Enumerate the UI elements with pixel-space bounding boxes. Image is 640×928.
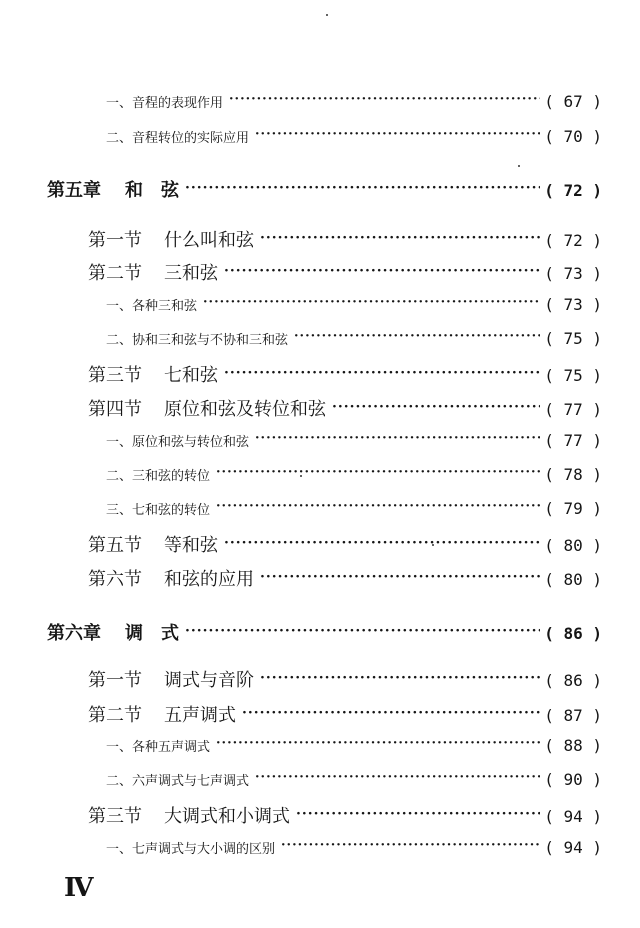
- toc-entry-label: 六声调式与七声调式: [132, 774, 250, 789]
- toc-entry[interactable]: [106, 499, 602, 518]
- toc-entry-label: 协和三和弦与不协和三和弦: [132, 333, 289, 348]
- toc-entry-title: [47, 176, 179, 202]
- page-number-roman: Ⅳ: [64, 873, 93, 903]
- toc-entry[interactable]: [106, 465, 602, 484]
- toc-entry-title: [88, 226, 254, 252]
- toc-page-number: ( 80 ): [544, 570, 602, 589]
- toc-entry-title: [88, 802, 290, 828]
- toc-entry-number: 第六章: [47, 623, 101, 644]
- toc-section-entry[interactable]: [88, 395, 602, 421]
- toc-entry-title: [47, 619, 179, 645]
- toc-section-entry[interactable]: [88, 531, 602, 557]
- dot-leader: [296, 804, 540, 822]
- toc-chapter-entry[interactable]: [47, 176, 602, 202]
- toc-page-number: ( 94 ): [544, 838, 602, 857]
- toc-entry-number: 二、: [106, 131, 133, 146]
- toc-entry-label: 七和弦的转位: [132, 503, 211, 518]
- toc-entry-number: 第五章: [47, 180, 101, 201]
- toc-entry-title: [88, 361, 218, 387]
- toc-entry-number: 第一节: [88, 670, 142, 691]
- dot-leader: [216, 467, 540, 480]
- toc-page-number: ( 77 ): [544, 431, 602, 450]
- toc-entry-number: 一、: [106, 96, 133, 111]
- toc-section-entry[interactable]: [88, 226, 602, 252]
- dot-leader: [332, 397, 540, 415]
- toc-entry-title: [88, 565, 254, 591]
- toc-entry-title: [88, 531, 218, 557]
- dot-leader: [185, 178, 540, 196]
- print-speck: [326, 14, 328, 16]
- toc-entry-title: [106, 736, 210, 755]
- toc-section-entry[interactable]: [88, 565, 602, 591]
- toc-entry-label: 什么叫和弦: [164, 230, 254, 251]
- toc-entry-number: 一、: [106, 740, 133, 755]
- toc-page-number: ( 94 ): [544, 807, 602, 826]
- toc-entry-label: 七声调式与大小调的区别: [132, 842, 276, 857]
- toc-entry-label: 五声调式: [164, 705, 236, 726]
- toc-entry-number: 二、: [106, 469, 133, 484]
- toc-entry-label: 七和弦: [164, 365, 218, 386]
- toc-entry-title: [88, 259, 218, 285]
- toc-page-number: ( 80 ): [544, 536, 602, 555]
- dot-leader: [260, 668, 540, 686]
- toc-entry-number: 第三节: [88, 365, 142, 386]
- toc-entry-label: 三和弦的转位: [132, 469, 211, 484]
- toc-entry[interactable]: [106, 92, 602, 111]
- toc-entry-title: [106, 431, 249, 450]
- toc-page-number: ( 78 ): [544, 465, 602, 484]
- dot-leader: [229, 94, 540, 107]
- toc-entry-title: [88, 701, 236, 727]
- dot-leader: [260, 567, 540, 585]
- toc-section-entry[interactable]: [88, 361, 602, 387]
- toc-page-number: ( 72 ): [544, 181, 602, 200]
- toc-page-number: ( 86 ): [544, 671, 602, 690]
- toc-entry-label: 调 式: [125, 623, 179, 644]
- toc-page-number: ( 90 ): [544, 770, 602, 789]
- dot-leader: [216, 501, 540, 514]
- toc-entry-title: [106, 329, 288, 348]
- dot-leader: [224, 363, 540, 381]
- dot-leader: [224, 533, 540, 551]
- toc-chapter-entry[interactable]: [47, 619, 602, 645]
- toc-entry-label: 三和弦: [164, 263, 218, 284]
- toc-entry-number: 第六节: [88, 569, 142, 590]
- toc-entry-number: 第二节: [88, 705, 142, 726]
- toc-entry[interactable]: [106, 838, 602, 857]
- toc-page-number: ( 77 ): [544, 400, 602, 419]
- print-speck: [518, 165, 520, 167]
- toc-page-number: ( 75 ): [544, 366, 602, 385]
- toc-entry-number: 三、: [106, 503, 133, 518]
- toc-page-number: ( 87 ): [544, 706, 602, 725]
- dot-leader: [255, 433, 540, 446]
- toc-entry-number: 第三节: [88, 806, 142, 827]
- dot-leader: [224, 261, 540, 279]
- toc-page-number: ( 88 ): [544, 736, 602, 755]
- toc-entry-label: 等和弦: [164, 535, 218, 556]
- toc-entry-label: 音程转位的实际应用: [132, 131, 250, 146]
- toc-page-number: ( 86 ): [544, 624, 602, 643]
- toc-page-number: ( 79 ): [544, 499, 602, 518]
- dot-leader: [294, 331, 540, 344]
- toc-section-entry[interactable]: [88, 802, 602, 828]
- toc-entry-title: [106, 295, 197, 314]
- toc-section-entry[interactable]: [88, 259, 602, 285]
- toc-entry-label: 各种五声调式: [132, 740, 211, 755]
- toc-entry-label: 和 弦: [125, 180, 179, 201]
- dot-leader: [281, 840, 540, 853]
- toc-entry-number: 第四节: [88, 399, 142, 420]
- print-speck: [432, 544, 434, 546]
- dot-leader: [260, 228, 540, 246]
- toc-entry[interactable]: [106, 329, 602, 348]
- toc-entry[interactable]: [106, 127, 602, 146]
- toc-page-number: ( 67 ): [544, 92, 602, 111]
- toc-entry-number: 二、: [106, 333, 133, 348]
- toc-entry-title: [106, 127, 249, 146]
- toc-entry-label: 原位和弦与转位和弦: [132, 435, 250, 450]
- toc-page-number: ( 73 ): [544, 295, 602, 314]
- toc-entry[interactable]: [106, 736, 602, 755]
- toc-entry[interactable]: [106, 295, 602, 314]
- toc-entry-title: [88, 395, 326, 421]
- toc-section-entry[interactable]: [88, 701, 602, 727]
- toc-page-number: ( 72 ): [544, 231, 602, 250]
- toc-entry-title: [106, 465, 210, 484]
- dot-leader: [242, 703, 540, 721]
- dot-leader: [255, 772, 540, 785]
- toc-entry-number: 一、: [106, 842, 133, 857]
- toc-entry-number: 二、: [106, 774, 133, 789]
- toc-entry-number: 第二节: [88, 263, 142, 284]
- toc-entry-label: 原位和弦及转位和弦: [164, 399, 326, 420]
- dot-leader: [216, 738, 540, 751]
- toc-page-number: ( 75 ): [544, 329, 602, 348]
- toc-page-number: ( 70 ): [544, 127, 602, 146]
- toc-entry-title: [106, 499, 210, 518]
- toc-entry-label: 大调式和小调式: [164, 806, 290, 827]
- toc-section-entry[interactable]: [88, 666, 602, 692]
- toc-page-number: ( 73 ): [544, 264, 602, 283]
- toc-entry-number: 第五节: [88, 535, 142, 556]
- print-speck: [300, 475, 302, 477]
- dot-leader: [185, 621, 540, 639]
- toc-entry-label: 音程的表现作用: [132, 96, 224, 111]
- toc-entry-title: [106, 838, 275, 857]
- toc-entry[interactable]: [106, 770, 602, 789]
- toc-entry-number: 一、: [106, 299, 133, 314]
- toc-entry-label: 各种三和弦: [132, 299, 198, 314]
- toc-entry-title: [106, 92, 223, 111]
- dot-leader: [203, 297, 540, 310]
- dot-leader: [255, 129, 540, 142]
- toc-entry-number: 一、: [106, 435, 133, 450]
- toc-entry-number: 第一节: [88, 230, 142, 251]
- toc-entry-label: 和弦的应用: [164, 569, 254, 590]
- toc-entry-title: [106, 770, 249, 789]
- toc-entry-title: [88, 666, 254, 692]
- toc-entry-label: 调式与音阶: [164, 670, 254, 691]
- toc-entry[interactable]: [106, 431, 602, 450]
